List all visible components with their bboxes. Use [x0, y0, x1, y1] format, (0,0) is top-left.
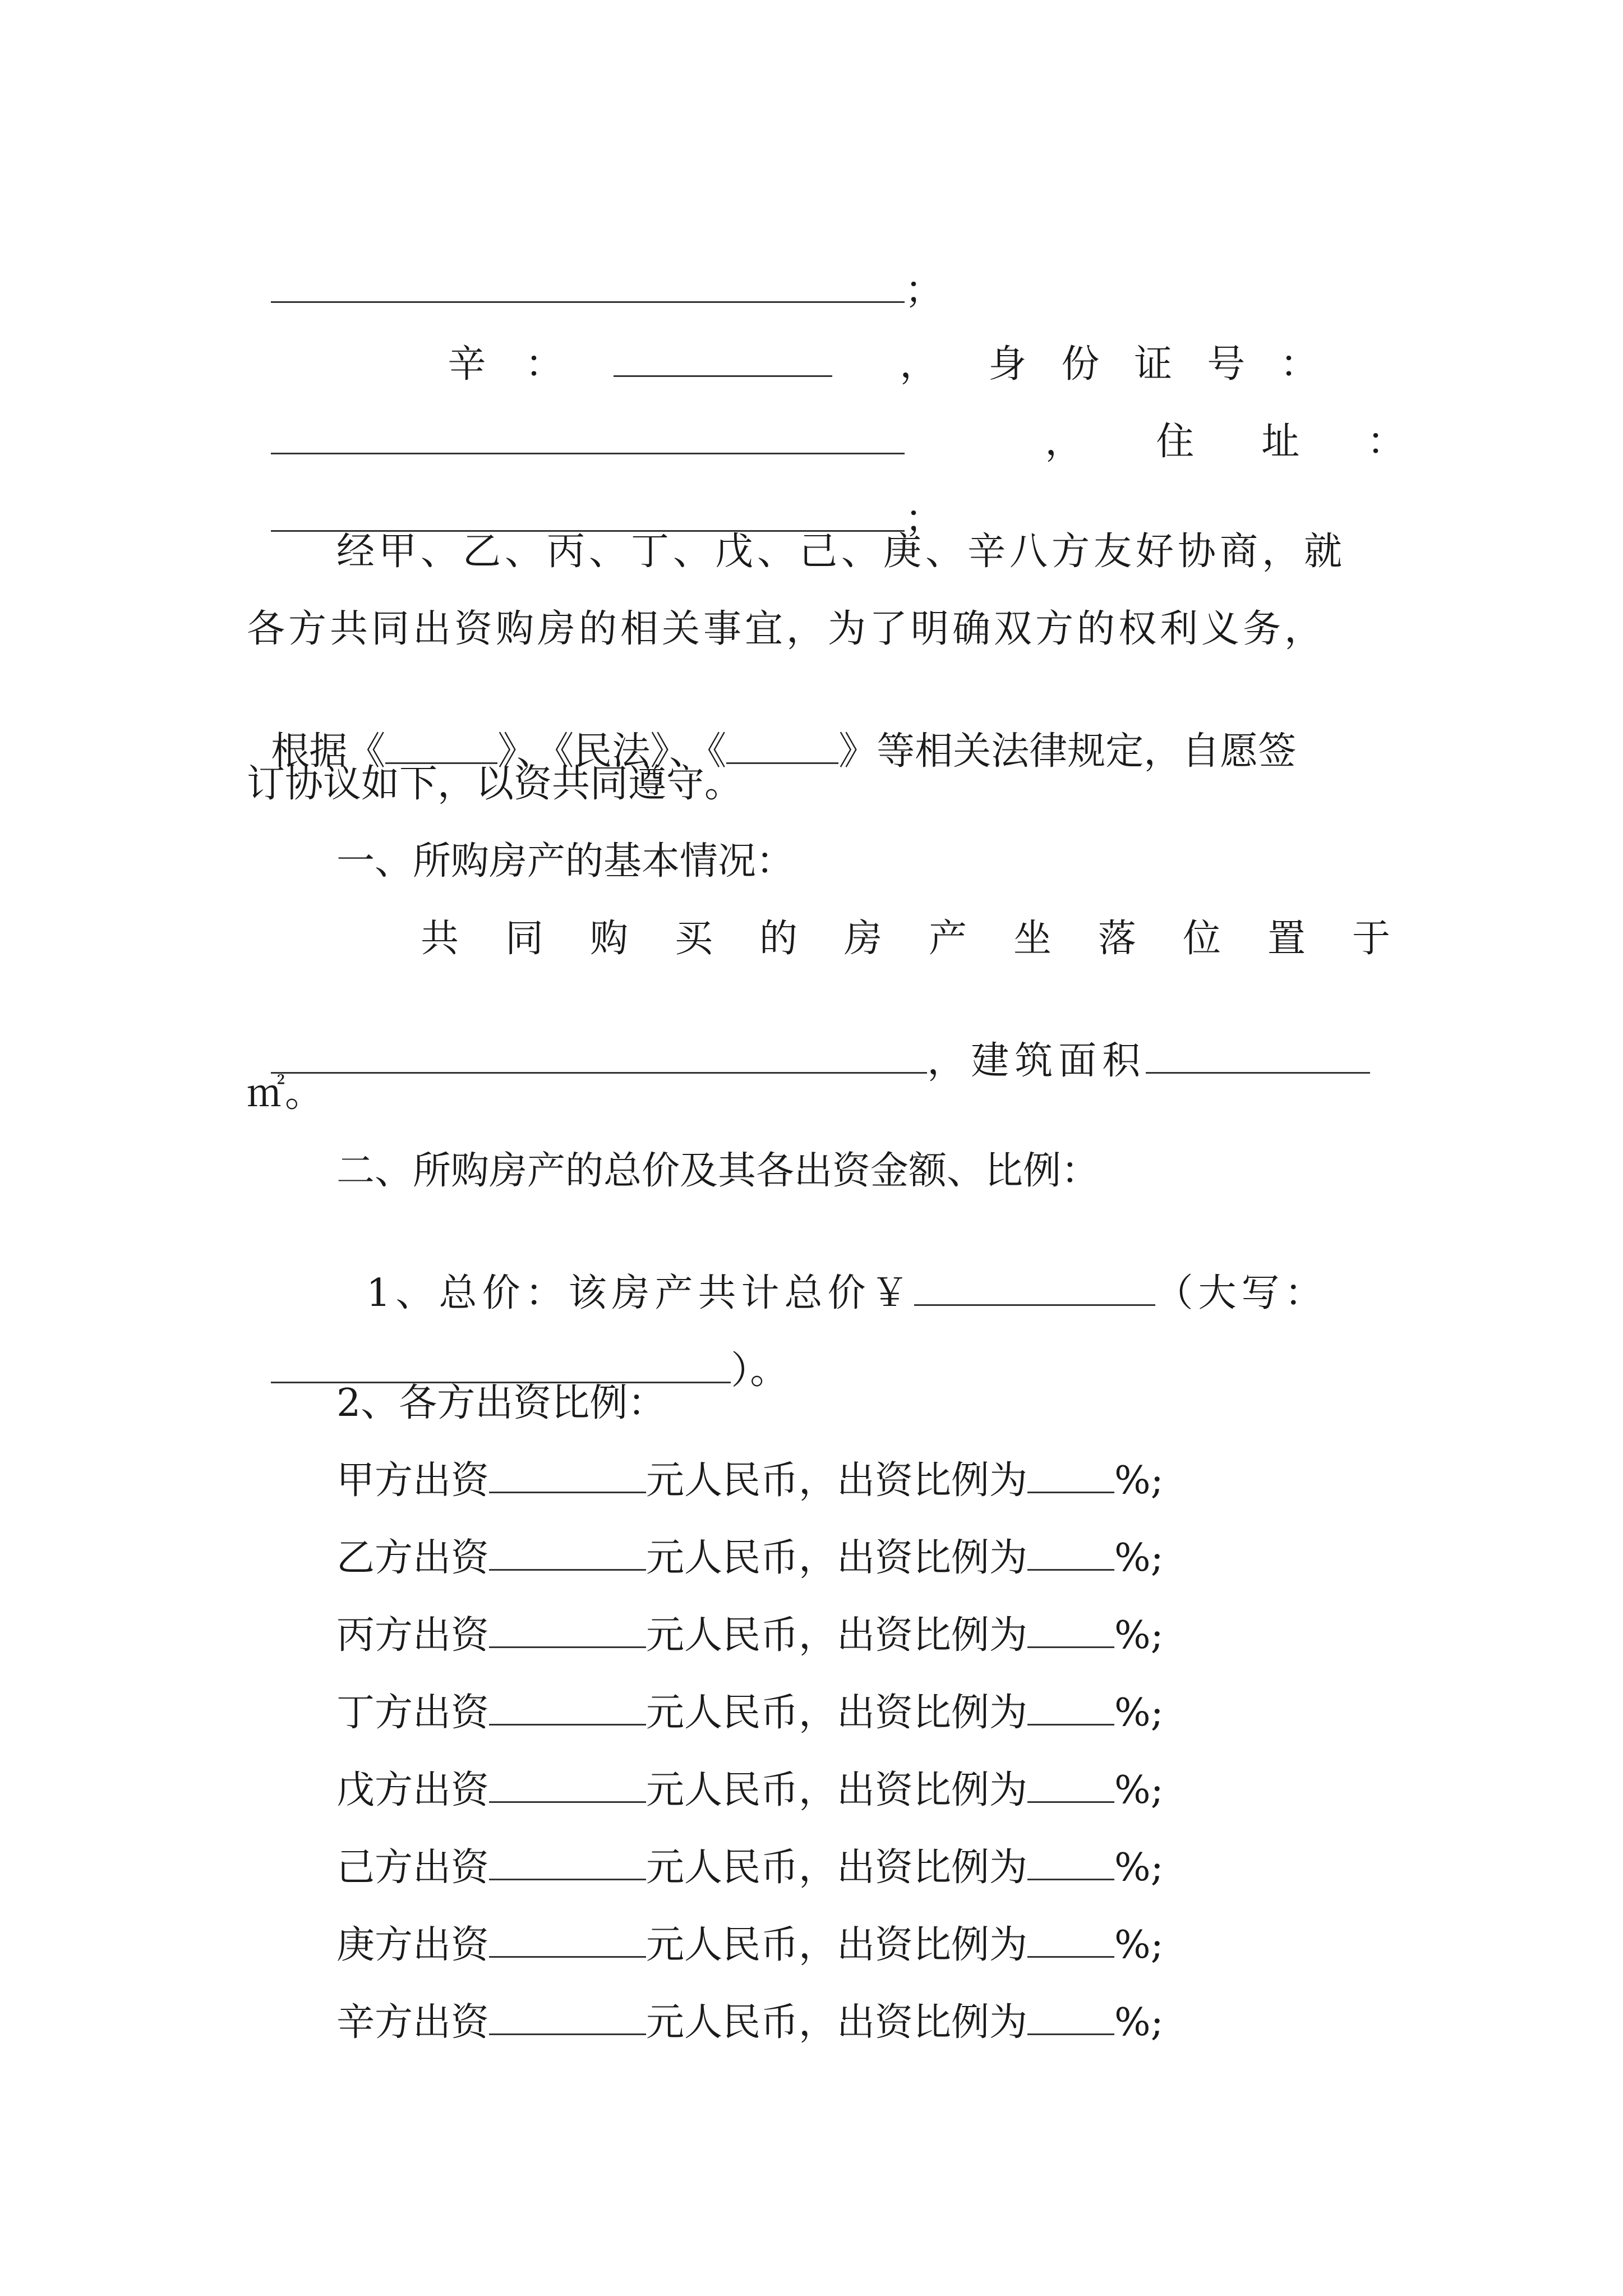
id-number-blank[interactable]	[271, 420, 905, 454]
property-location-text: 共同购买的房产坐落位置于	[421, 917, 1437, 961]
address-blank-2[interactable]	[271, 498, 905, 532]
contribution-row: 甲方出资 元人民币，出资比例为 %;	[336, 1458, 1164, 1503]
amount-blank[interactable]	[489, 1769, 646, 1803]
section-2-title: 二、所购房产的总价及其各出资金额、比例：	[336, 1149, 1100, 1193]
contribution-row: 戊方出资 元人民币，出资比例为 %;	[336, 1768, 1164, 1812]
id-number-label: 身份证号：	[988, 342, 1353, 386]
ratio-blank[interactable]	[1027, 1691, 1114, 1726]
contribution-row: 乙方出资 元人民币，出资比例为 %;	[336, 1536, 1164, 1580]
ratio-blank[interactable]	[1027, 1459, 1114, 1493]
area-unit: ㎡。	[247, 1071, 324, 1116]
law-name-blank-1[interactable]	[385, 730, 497, 764]
address-label: 住址：	[1156, 420, 1473, 464]
address-continuation-line: ；	[247, 223, 943, 313]
ratio-blank[interactable]	[1027, 1846, 1114, 1880]
party-xin-line: 辛： ， 身份证号：	[448, 342, 1353, 386]
floor-area-label: ，建筑面积	[927, 1039, 1146, 1083]
amount-blank[interactable]	[489, 1924, 646, 1958]
amount-blank[interactable]	[489, 1536, 646, 1571]
ratio-blank[interactable]	[1027, 1769, 1114, 1803]
address-line: ；	[247, 452, 943, 542]
floor-area-blank[interactable]	[1146, 1039, 1370, 1074]
id-number-line: ， 住址：	[247, 375, 1368, 464]
amount-blank[interactable]	[489, 1691, 646, 1726]
ratio-blank[interactable]	[1027, 1536, 1114, 1571]
contribution-row: 丁方出资 元人民币，出资比例为 %;	[336, 1691, 1164, 1735]
capital-amount-line: ）。	[247, 1304, 788, 1393]
section-1-title: 一、所购房产的基本情况：	[336, 839, 795, 884]
ratio-blank[interactable]	[1027, 1614, 1114, 1648]
amount-blank[interactable]	[489, 1614, 646, 1648]
party-xin-name-blank[interactable]	[614, 343, 832, 377]
contribution-row: 丙方出资 元人民币，出资比例为 %;	[336, 1613, 1164, 1658]
contribution-row: 庚方出资 元人民币，出资比例为 %;	[336, 1923, 1164, 1967]
total-price-blank[interactable]	[914, 1272, 1155, 1306]
amount-blank[interactable]	[489, 2001, 646, 2035]
ratio-title: 2、各方出资比例：	[336, 1381, 666, 1425]
total-price-line: 1、总价：该房产共计总价￥ （大写：	[366, 1271, 1328, 1315]
contribution-row: 己方出资 元人民币，出资比例为 %;	[336, 1846, 1164, 1890]
agreement-para-line-3: 根据《 》、《民法》、《 》等相关法律规定，自愿签	[271, 729, 1297, 774]
amount-blank[interactable]	[489, 1459, 646, 1493]
ratio-blank[interactable]	[1027, 1924, 1114, 1958]
ratio-blank[interactable]	[1027, 2001, 1114, 2035]
contribution-row: 辛方出资 元人民币，出资比例为 %;	[336, 2000, 1164, 2045]
property-location-line	[247, 994, 1370, 1084]
property-location-blank[interactable]	[271, 1039, 927, 1074]
agreement-para-line-2: 各方共同出资购房的相关事宜，为了明确双方的权利义务，	[247, 607, 1326, 651]
capital-amount-blank[interactable]	[271, 1349, 731, 1383]
party-xin-label: 辛：	[448, 342, 603, 386]
agreement-para-line-1: 经甲、乙、丙、丁、戊、己、庚、辛八方友好协商，就	[336, 530, 1347, 574]
agreement-para-line-4: 订协议如下，以资共同遵守。	[247, 762, 743, 806]
amount-blank[interactable]	[489, 1846, 646, 1880]
law-name-blank-2[interactable]	[726, 730, 838, 764]
